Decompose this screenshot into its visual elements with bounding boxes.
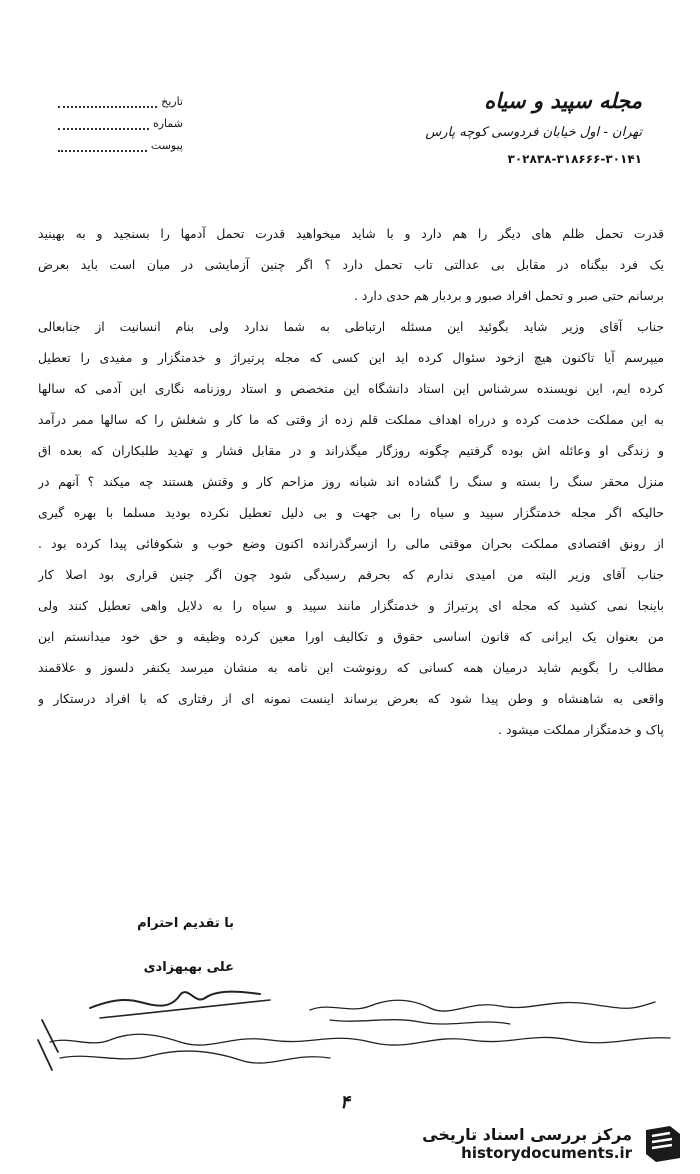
letterhead-title: مجله سپید و سیاه bbox=[484, 88, 642, 113]
margin-stroke bbox=[38, 1020, 58, 1070]
body-line: برسانم حتی صبر و تحمل افراد صبور و بردبار هم حدی دارد . bbox=[353, 288, 664, 303]
body-line: پاک و خدمتگزار مملکت میشود . bbox=[498, 722, 664, 737]
handwritten-line-1 bbox=[310, 1000, 655, 1011]
body-line: من بعنوان یک ایرانی که قانون اساسی حقوق و تکالیف اورا معین کرده وظیفه و حق خود میدانستم این bbox=[38, 629, 664, 644]
handwritten-line-1b bbox=[330, 1020, 510, 1024]
body-line: از رونق اقتصادی مملکت بحران موقتی مالی را ازسرگذرانده اکنون وضع خوب و شکوفائی پیدا کرده بود . bbox=[38, 536, 664, 551]
letterhead-phone: ۳۰۲۸۳۸-۳۱۸۶۶۶-۳۰۱۴۱ bbox=[507, 152, 642, 166]
archive-logo-icon bbox=[640, 1120, 686, 1166]
letter-body bbox=[38, 218, 664, 745]
attachment-dotted-line bbox=[58, 138, 147, 152]
handwritten-annotation bbox=[30, 980, 680, 1090]
closing-block bbox=[74, 902, 234, 990]
handwritten-line-2 bbox=[50, 1034, 670, 1045]
body-line: واقعی به شاهنشاه و وطن پیدا شود که بعرض برساند اینست نمونه ای از رفتاری که با افراد درستکار و bbox=[38, 691, 664, 706]
attachment-label: پیوست bbox=[150, 139, 183, 152]
body-line: میپرسم آیا تاکنون هیچ ازخود سئوال کرده اید این کسی که مجله پرتیراژ و خدمتگزار و مفیدی را تعطیل bbox=[38, 350, 664, 365]
date-dotted-line bbox=[58, 94, 157, 108]
handwritten-line-2b bbox=[60, 1051, 330, 1063]
body-line: مطالب را بگویم شاید درمیان همه کسانی که رونوشت این نامه به منشان میرسد یکنفر دلسوز و علاقمند bbox=[38, 660, 664, 675]
letter-meta-fields bbox=[58, 86, 183, 152]
body-line: باینجا نمی کشید که مجله ای پرتیراژ و خدمتگزار مانند سپید و سیاه را به دلایل واهی تعطیل کنند ولی bbox=[38, 598, 664, 613]
archive-watermark bbox=[422, 1120, 686, 1166]
attachment-field bbox=[58, 130, 183, 152]
body-line: و زندگی او وعائله اش بوده گرفتیم چگونه روزگار میگذراند و در مقابل فشار و تهدید طلبکاران که بعده اق bbox=[38, 443, 664, 458]
date-label: تاریخ bbox=[161, 95, 183, 108]
watermark-site: historydocuments.ir bbox=[461, 1143, 632, 1162]
body-line: به این مملکت خدمت کرده و درراه اهداف مملکت قلم زده از وقتی که ما کار و شغلش را که سالها ممر درآمد bbox=[38, 412, 664, 427]
closing-regards: با تقدیم احترام bbox=[137, 916, 234, 931]
signature-name: علی بهبهزادی bbox=[143, 960, 234, 975]
body-line: جناب آقای وزیر شاید بگوئید این مسئله ارتباطی به شما ندارد ولی بنام انسانیت از جنابعالی bbox=[38, 319, 664, 334]
body-line: کرده ایم، این نویسنده سرشناس این استاد دانشگاه این متخصص و استاد روزنامه نگاری این آدمی که سالها bbox=[38, 381, 664, 396]
signature-scribble bbox=[90, 992, 260, 1008]
date-field bbox=[58, 86, 183, 108]
body-line: یک فرد بیگناه در مقابل بی عدالتی تاب تحمل دارد ؟ اگر چنین آزمایشی در میان است باید بعرض bbox=[38, 257, 664, 272]
letterhead bbox=[382, 88, 642, 166]
body-line: منزل محقر سنگ را بسته و سنگ را گشاده اند شبانه روز مزاحم کار و وقتش هستند چه میکند ؟ آنهم در bbox=[38, 474, 664, 489]
signature-underline bbox=[100, 1000, 270, 1018]
number-dotted-line bbox=[58, 116, 149, 130]
number-label: شماره bbox=[152, 117, 183, 130]
page-number-mark: ۴ bbox=[340, 1092, 350, 1113]
number-field bbox=[58, 108, 183, 130]
body-line: جناب آقای وزیر البته من امیدی ندارم که بحرفم رسیدگی شود چون اگر چنین قراری بود اصلا کار bbox=[38, 567, 664, 582]
body-line: حالیکه اگر مجله خدمتگزار سپید و سیاه را بی جهت و بی دلیل تعطیل نکرده بودید مسلما با بهره گیری bbox=[38, 505, 664, 520]
body-line: قدرت تحمل ظلم های دیگر را هم دارد و با شاید میخواهید قدرت تحمل آدمها را بسنجید و به بهینید bbox=[38, 226, 664, 241]
watermark-name: مرکز بررسی اسناد تاریخی bbox=[422, 1124, 632, 1144]
letterhead-address: تهران - اول خیابان فردوسی کوچه پارس bbox=[425, 125, 642, 140]
